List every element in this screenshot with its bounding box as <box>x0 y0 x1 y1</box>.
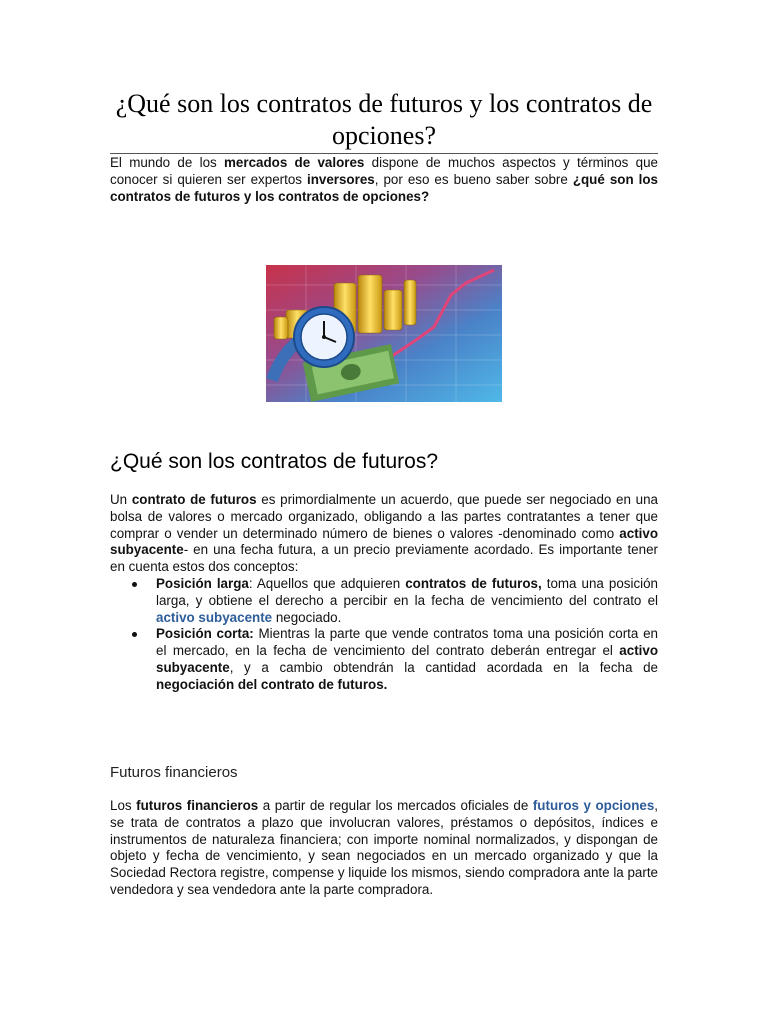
financieros-paragraph <box>110 798 658 899</box>
futuros-bold-contrato: contrato de futuros <box>131 492 257 507</box>
bullet-bold: contratos de futuros, <box>405 575 542 591</box>
financieros-bold: futuros financieros <box>136 798 259 813</box>
bullet-text: toma una posición larga, y obtiene el derecho a percibir en la fecha de vencimiento del contrato el <box>156 575 659 608</box>
activo-subyacente-link[interactable]: activo subyacente <box>156 609 273 625</box>
financieros-text-3: , se trata de contratos a plazo que involucran valores, préstamos o depósitos, índices e instrumentos de naturaleza financiera; con importe nominal normalizados, y dispongan de objeto y fecha de vencimiento, y sean negociados en un mercado organizado y que la Sociedad Rectora registre, compense y liquide los mismos, siendo compradora ante la parte vendedora y sea vendedora ante la parte compradora. <box>110 798 659 897</box>
futuros-text-2: es primordialmente un acuerdo, que puede ser negociado en una bolsa de valores o mercado organizado, obligando a las partes contratantes a tener que comprar o vender un determinado número de bienes o valores -denominado como <box>110 492 659 541</box>
bullet-text: Mientras la parte que vende contratos toma una posición corta en el mercado, en la fecha de vencimiento del contrato deberán entregar el <box>156 626 658 659</box>
futuros-text-3: - en una fecha futura, a un precio previamente acordado. Es importante tener en cuenta estos dos conceptos: <box>110 542 658 575</box>
section-heading-futuros: ¿Qué son los contratos de futuros? <box>110 450 439 473</box>
intro-text-1: El mundo de los <box>110 155 224 170</box>
document-page <box>110 0 659 897</box>
bullet-title: Posición larga <box>156 575 249 591</box>
futuros-section <box>110 492 658 694</box>
futuros-financieros-section <box>110 798 658 899</box>
bullet-icon <box>132 582 137 587</box>
section-heading-futuros-financieros: Futuros financieros <box>110 764 238 781</box>
bullet-icon <box>132 632 137 637</box>
bullet-bold: activo subyacente <box>156 643 658 675</box>
page-title: ¿Qué son los contratos de futuros y los contratos de opciones? <box>110 88 658 154</box>
bullet-text: : Aquellos que adquieren <box>248 575 406 591</box>
finance-illustration <box>266 265 502 402</box>
intro-text-2: dispone de muchos aspectos y términos que conocer si quieren ser expertos <box>110 155 658 187</box>
futuros-text-1: Un <box>110 492 132 507</box>
bullet-text: , y a cambio obtendrán la cantidad acordada en la fecha de <box>229 659 658 675</box>
futuros-y-opciones-link[interactable]: futuros y opciones <box>532 798 655 813</box>
intro-bold-question: ¿qué son los contratos de futuros y los contratos de opciones? <box>110 171 658 204</box>
futuros-paragraph <box>110 492 658 576</box>
financieros-text-1: Los <box>110 798 137 813</box>
list-item <box>110 576 658 626</box>
intro-paragraph <box>110 155 658 205</box>
bullet-text: negociado. <box>272 609 342 625</box>
intro-text-3: , por eso es bueno saber sobre <box>374 171 573 187</box>
clock-coins-image <box>266 265 502 402</box>
bullet-bold: negociación del contrato de futuros. <box>156 676 388 692</box>
futuros-bold-activo: activo subyacente <box>110 525 658 558</box>
financieros-text-2: a partir de regular los mercados oficiales de <box>258 798 533 813</box>
intro-bold-inversores: inversores <box>306 171 375 187</box>
list-item <box>110 626 658 693</box>
intro-bold-mercados: mercados de valores <box>224 155 365 170</box>
bullet-title: Posición corta: <box>156 626 254 642</box>
concepts-list <box>110 576 658 694</box>
